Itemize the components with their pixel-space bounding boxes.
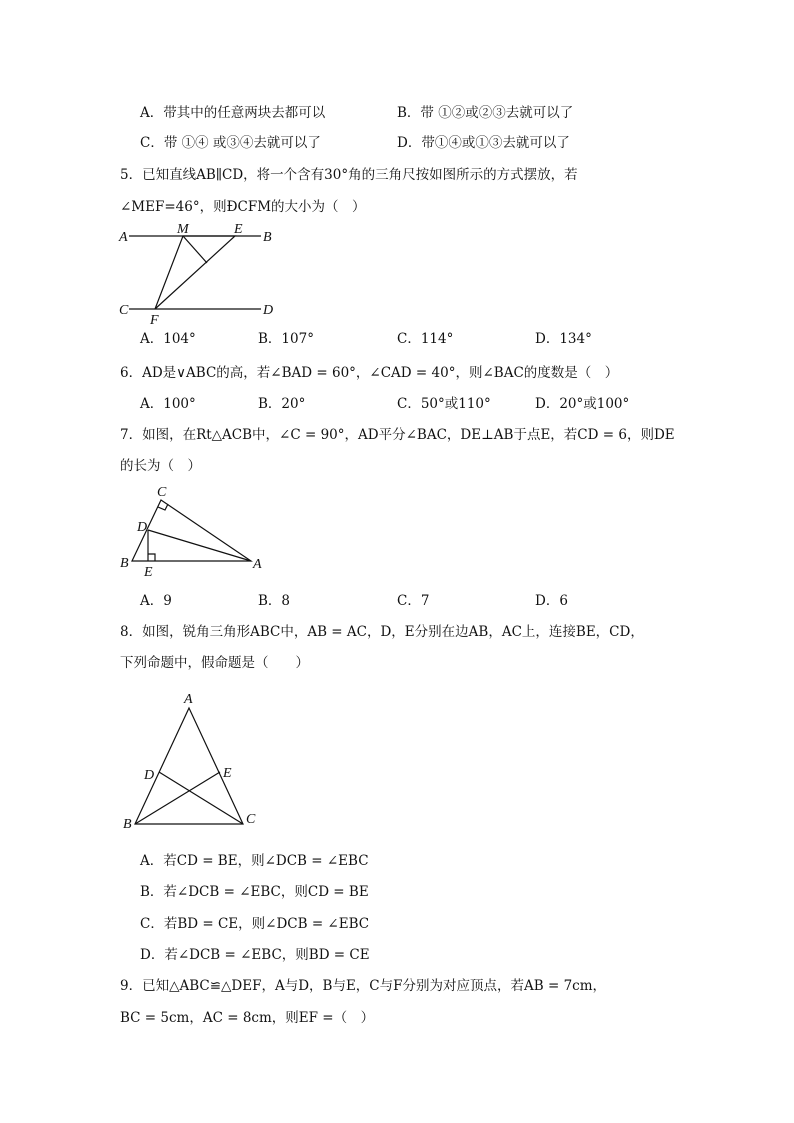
q4-option-d: D．带①④或①③去就可以了 bbox=[397, 135, 570, 151]
q5-option-d: D．134° bbox=[535, 331, 592, 347]
q5-triangle bbox=[155, 236, 235, 309]
q4-option-a: A．带其中的任意两块去都可以 bbox=[140, 105, 326, 121]
q7-option-d: D．6 bbox=[535, 593, 568, 609]
q7-option-a: A．9 bbox=[140, 593, 172, 609]
q5-figure bbox=[115, 220, 285, 328]
q7-right-angle-e bbox=[148, 554, 155, 561]
q8-stem-line2: 下列命题中，假命题是（ ） bbox=[120, 655, 309, 671]
q5-triangle-altitude bbox=[183, 236, 207, 263]
q5-label-m: M bbox=[177, 222, 189, 237]
q7-label-a: A bbox=[253, 557, 262, 572]
q8-label-b: B bbox=[123, 817, 132, 832]
q7-figure bbox=[115, 482, 275, 582]
q7-stem-line1: 7．如图，在Rt△ACB中，∠C = 90°，AD平分∠BAC，DE⊥AB于点E，若CD = 6，则DE bbox=[120, 427, 675, 443]
q7-label-e: E bbox=[144, 565, 153, 580]
q7-option-b: B．8 bbox=[258, 593, 291, 609]
q5-stem-line1: 5．已知直线AB∥CD，将一个含有30°角的三角尺按如图所示的方式摆放，若 bbox=[120, 167, 578, 183]
q5-stem-line2: ∠MEF=46°，则ÐCFM的大小为（ ） bbox=[120, 199, 366, 215]
q8-stem-line1: 8．如图，锐角三角形ABC中，AB = AC，D，E分别在边AB，AC上，连接BE，CD， bbox=[120, 624, 644, 640]
q5-option-b: B．107° bbox=[258, 331, 314, 347]
q8-label-c: C bbox=[246, 812, 256, 827]
q7-label-b: B bbox=[120, 556, 129, 571]
q7-right-angle-c bbox=[158, 504, 168, 510]
q9-stem-line1: 9．已知△ABC≌△DEF，A与D，B与E，C与F分别为对应顶点，若AB = 7cm， bbox=[120, 978, 607, 994]
q7-line-ad bbox=[148, 530, 251, 561]
q5-option-c: C．114° bbox=[397, 331, 454, 347]
q8-option-a: A．若CD = BE，则∠DCB = ∠EBC bbox=[140, 853, 369, 869]
q9-stem-line2: BC = 5cm，AC = 8cm，则EF =（ ） bbox=[120, 1010, 375, 1026]
q8-option-d: D．若∠DCB = ∠EBC，则BD = CE bbox=[140, 947, 370, 963]
q5-label-e: E bbox=[234, 222, 243, 237]
q5-label-b: B bbox=[263, 230, 272, 245]
q6-option-b: B．20° bbox=[258, 396, 306, 412]
q5-option-a: A．104° bbox=[140, 331, 196, 347]
q8-figure bbox=[115, 688, 275, 838]
q6-stem: 6．AD是∨ABC的高，若∠BAD = 60°，∠CAD = 40°，则∠BAC的度数是（ ） bbox=[120, 365, 619, 381]
q7-stem-line2: 的长为（ ） bbox=[120, 458, 201, 474]
q8-option-b: B．若∠DCB = ∠EBC，则CD = BE bbox=[140, 884, 369, 900]
q5-label-a: A bbox=[119, 230, 128, 245]
q5-label-d: D bbox=[263, 303, 274, 318]
q8-label-a: A bbox=[184, 692, 193, 707]
q7-label-d: D bbox=[137, 520, 148, 535]
q5-label-f: F bbox=[150, 313, 159, 328]
q8-option-c: C．若BD = CE，则∠DCB = ∠EBC bbox=[140, 916, 370, 932]
q7-label-c: C bbox=[157, 485, 167, 500]
q8-label-e: E bbox=[223, 766, 232, 781]
q4-option-b: B．带 ①②或②③去就可以了 bbox=[397, 105, 574, 121]
q6-option-c: C．50°或110° bbox=[397, 396, 491, 412]
q6-option-a: A．100° bbox=[140, 396, 196, 412]
q8-label-d: D bbox=[144, 768, 155, 783]
q6-option-d: D．20°或100° bbox=[535, 396, 630, 412]
q5-label-c: C bbox=[119, 303, 129, 318]
q7-option-c: C．7 bbox=[397, 593, 430, 609]
q4-option-c: C．带 ①④ 或③④去就可以了 bbox=[140, 135, 321, 151]
